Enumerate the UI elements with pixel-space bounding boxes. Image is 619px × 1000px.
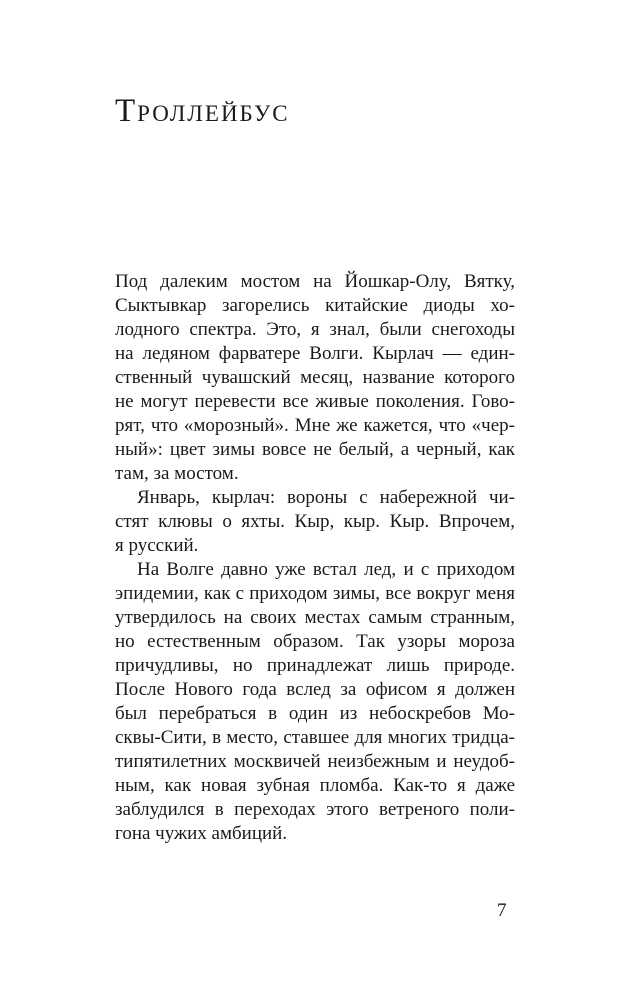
text-line: Январь, кырлач: вороны с набережной чи- (137, 487, 515, 508)
text-line: ный»: цвет зимы вовсе не белый, а черный, как (115, 439, 515, 460)
text-line: сквы-Сити, в место, ставшее для многих тридца- (115, 727, 515, 748)
text-line: Сыктывкар загорелись китайские диоды хо- (115, 295, 515, 316)
text-line: там, за мостом. (115, 463, 239, 484)
text-line: был перебраться в один из небоскребов Мо- (115, 703, 515, 724)
text-line: не могут перевести все живые поколения. Гово- (115, 391, 515, 412)
chapter-title: Троллейбус (115, 93, 290, 129)
text-line: лодного спектра. Это, я знал, были снегоходы (115, 319, 515, 340)
text-line: ственный чувашский месяц, название которого (115, 367, 515, 388)
text-line: я русский. (115, 535, 199, 556)
text-line: утвердилось на своих местах самым странным, (115, 607, 515, 628)
page-number: 7 (497, 900, 507, 921)
text-line: стят клювы о яхты. Кыр, кыр. Кыр. Впрочем, (115, 511, 515, 532)
text-line: но естественным образом. Так узоры мороза (115, 631, 515, 652)
text-line: гона чужих амбиций. (115, 823, 288, 844)
text-line: ным, как новая зубная пломба. Как-то я даже (115, 775, 515, 796)
text-line: рят, что «морозный». Мне же кажется, что «чер- (115, 415, 515, 436)
text-line: заблудился в переходах этого ветреного поли- (115, 799, 515, 820)
text-line: причудливы, но принадлежат лишь природе. (115, 655, 515, 676)
text-line: Под далеким мостом на Йошкар-Олу, Вятку, (115, 271, 515, 292)
text-line: После Нового года вслед за офисом я должен (115, 679, 515, 700)
text-line: На Волге давно уже встал лед, и с приходом (137, 559, 515, 580)
body-text (115, 270, 515, 846)
text-line: эпидемии, как с приходом зимы, все вокруг меня (115, 583, 515, 604)
text-line: типятилетних москвичей неизбежным и неудоб- (115, 751, 515, 772)
text-line: на ледяном фарватере Волги. Кырлач — един- (115, 343, 515, 364)
